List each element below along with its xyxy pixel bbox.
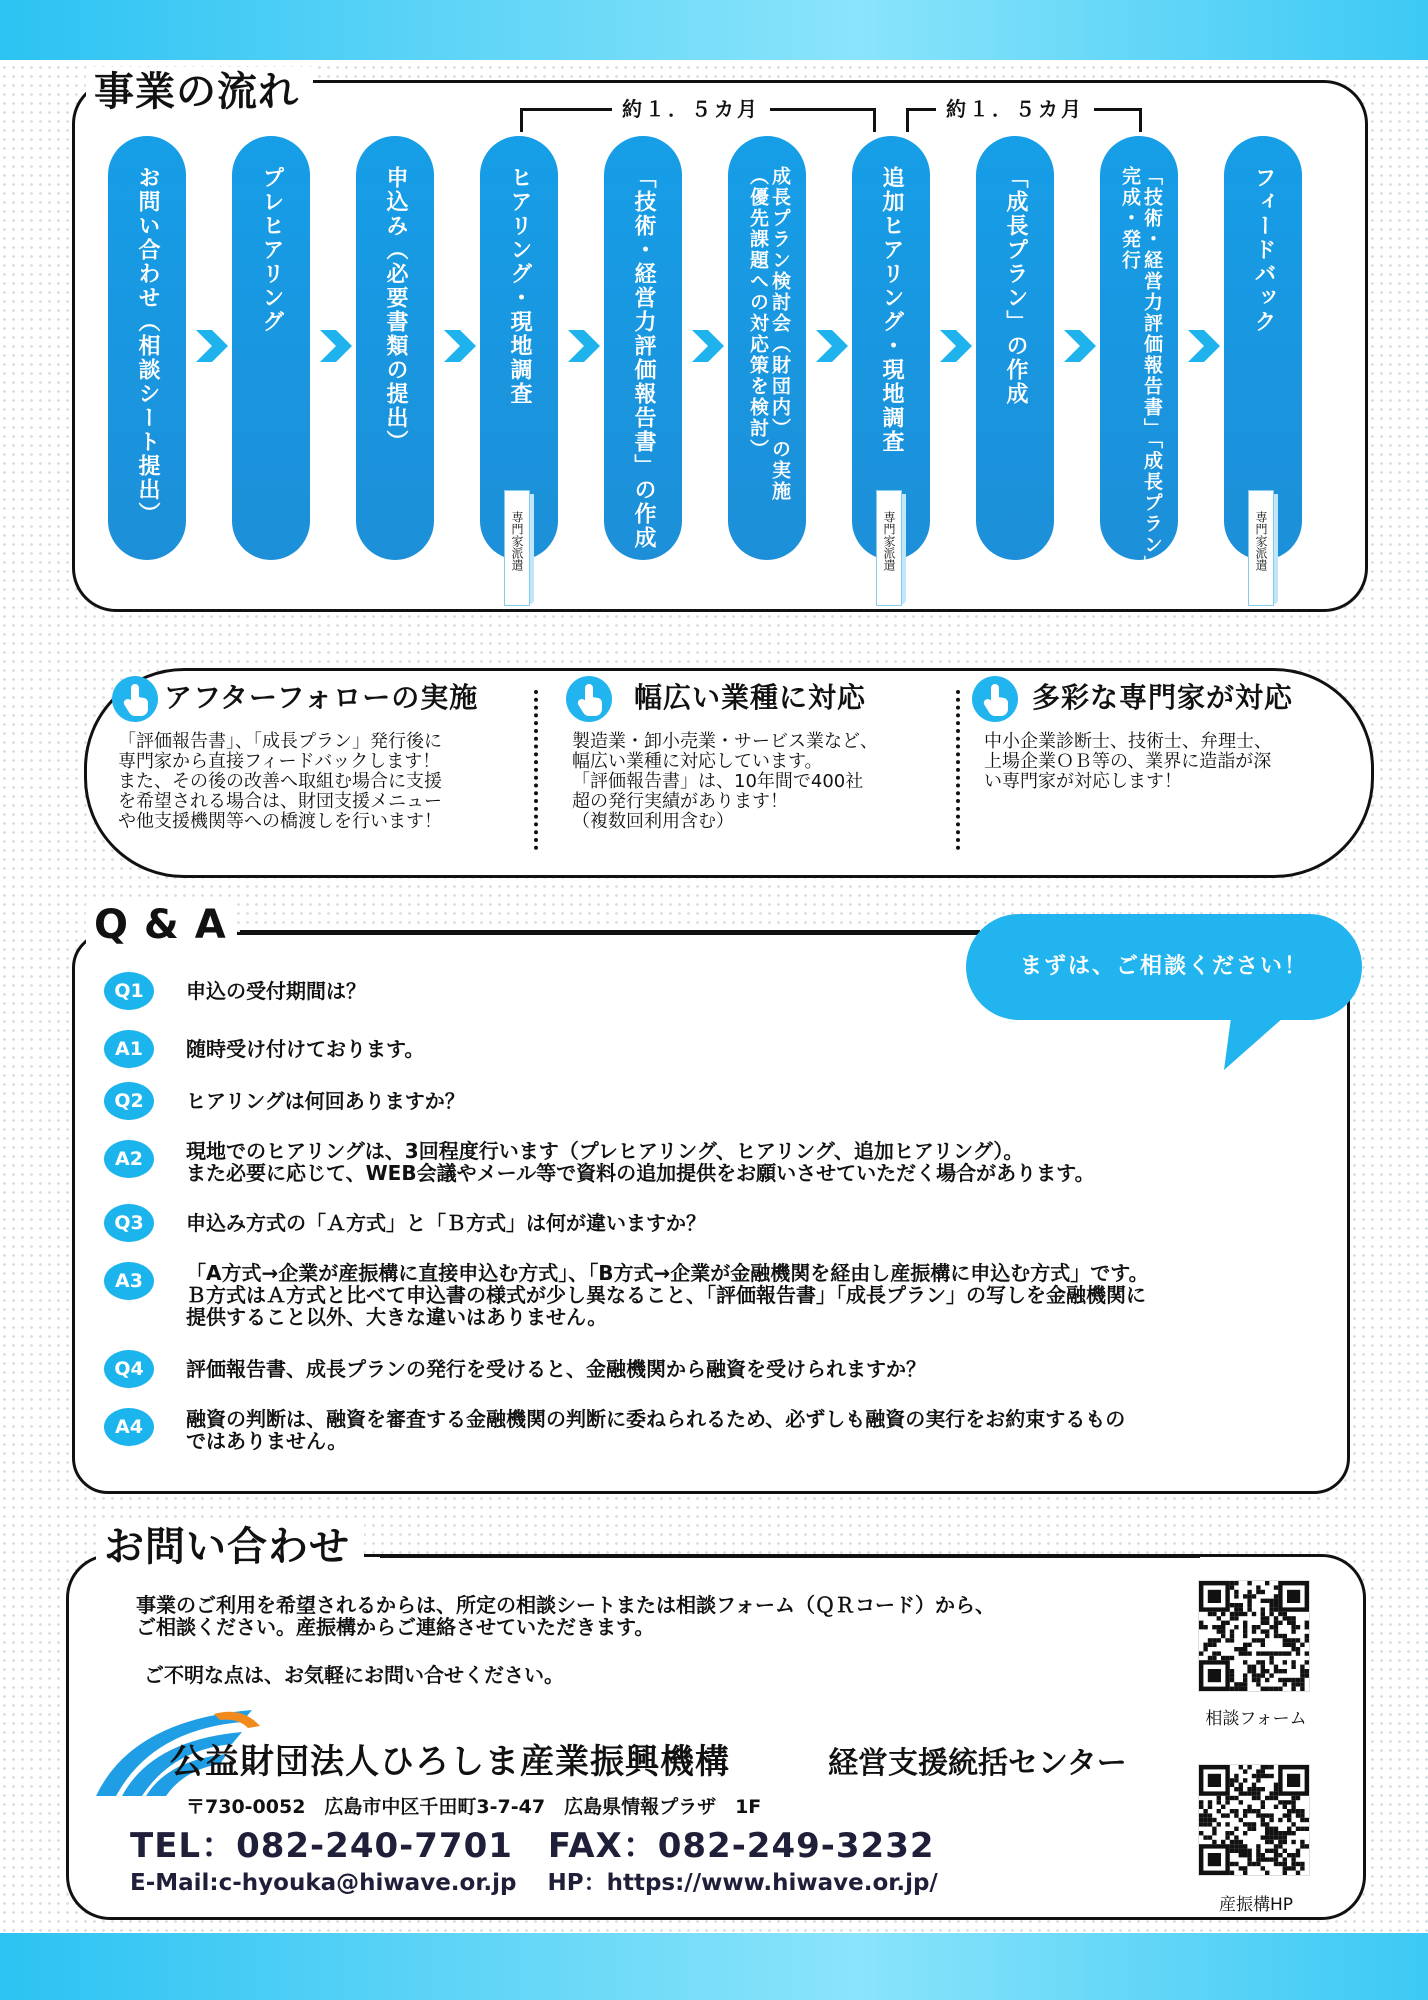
qa-line: 現地でのヒアリングは、3回程度行います（プレヒアリング、ヒアリング、追加ヒアリング）。	[186, 1139, 1024, 1163]
qa-badge-q3: Q3	[104, 1204, 154, 1242]
qa-badge-a3: A3	[104, 1262, 154, 1300]
qa-answer	[186, 1408, 1125, 1452]
feature-line: 専門家から直接フィードバックします！	[118, 751, 441, 772]
feature-divider	[534, 690, 538, 850]
flow-step	[604, 136, 682, 560]
organization-department: 経営支援統括センター	[828, 1746, 1127, 1781]
bottom-band	[0, 1933, 1428, 2000]
qa-line: ヒアリングは何回ありますか？	[186, 1089, 465, 1113]
qa-badge-a1: A1	[104, 1030, 154, 1068]
qa-badge-a4: A4	[104, 1408, 154, 1446]
feature-line: 中小企業診断士、技術士、弁理士、	[984, 731, 1272, 752]
qa-line: ではありません。	[186, 1429, 348, 1453]
contact-note: ご不明な点は、お気軽にお問い合せください。	[144, 1663, 564, 1687]
contact-intro	[136, 1594, 995, 1638]
qa-line: 提供すること以外、大きな違いはありません。	[186, 1305, 608, 1329]
feature-line: 幅広い業種に対応しています。	[572, 751, 823, 772]
contact-title: お問い合わせ	[96, 1522, 364, 1572]
qa-title-line	[240, 930, 980, 933]
flow-step-label: 「技術・経営力評価報告書」「成長プラン」の 完成・発行	[1119, 166, 1163, 598]
flow-step	[976, 136, 1054, 560]
duration-label-2: 約１．５カ月	[936, 96, 1094, 122]
duration-label-1: 約１．５カ月	[612, 96, 770, 122]
top-band	[0, 0, 1428, 60]
feature-body-wide-industries	[572, 732, 878, 832]
flow-step-label: 「技術・経営力評価報告書」の作成	[631, 166, 656, 550]
organization-name: 公益財団法人ひろしま産業振興機構	[170, 1742, 730, 1782]
feature-title-experts: 多彩な専門家が対応	[1032, 681, 1294, 714]
contact-email-hp[interactable]: E-Mail:c-hyouka@hiwave.or.jp HP：https://www.hiwave.or.jp/	[130, 1870, 938, 1896]
qa-question	[186, 1090, 465, 1112]
flow-step-label: プレヒアリング	[259, 166, 284, 334]
feature-body-after-follow	[118, 732, 442, 832]
qr-code-consultation-form[interactable]	[1198, 1580, 1310, 1692]
qa-title: Q & A	[86, 900, 237, 950]
speech-bubble	[962, 910, 1366, 1070]
qa-badge-q4: Q4	[104, 1350, 154, 1388]
qr-label-consultation-form: 相談フォーム	[1205, 1709, 1307, 1729]
flow-step-label: ヒアリング・現地調査	[507, 166, 532, 406]
organization-address: 〒730-0052 広島市中区千田町3-7-47 広島県情報プラザ 1F	[186, 1796, 762, 1818]
pointing-hand-icon	[972, 676, 1018, 722]
feature-line: 上場企業ＯＢ等の、業界に造詣が深	[984, 751, 1272, 772]
flow-step	[728, 136, 806, 560]
feature-title-wide-industries: 幅広い業種に対応	[634, 681, 867, 714]
flow-step-label: 「成長プラン」の作成	[1003, 166, 1028, 406]
qa-line: Ｂ方式はＡ方式と比べて申込書の様式が少し異なること、「評価報告書」「成長プラン」の写しを金融機関に	[186, 1283, 1146, 1307]
qa-line: 評価報告書、成長プランの発行を受けると、金融機関から融資を受けられますか？	[186, 1357, 926, 1381]
flow-step	[1100, 136, 1178, 598]
feature-line: 製造業・卸小売業・サービス業など、	[572, 731, 878, 752]
qa-line: 申込み方式の「Ａ方式」と「Ｂ方式」は何が違いますか？	[186, 1211, 706, 1235]
speech-bubble-text: まずは、ご相談ください！	[1019, 954, 1308, 979]
feature-line: い専門家が対応します！	[984, 771, 1182, 792]
feature-line: 「評価報告書」、「成長プラン」発行後に	[118, 731, 442, 752]
feature-line: 「評価報告書」は、10年間で400社	[572, 771, 864, 792]
qa-question	[186, 1212, 706, 1234]
qa-line: 申込の受付期間は？	[186, 979, 366, 1003]
flow-step-label: お問い合わせ（相談シート提出）	[135, 166, 160, 526]
expert-dispatch-tag: 専門家派遣	[1248, 490, 1274, 606]
flow-step-label: 追加ヒアリング・現地調査	[879, 166, 904, 454]
qa-answer	[186, 1038, 424, 1060]
qa-answer	[186, 1262, 1149, 1328]
pointing-hand-icon	[566, 676, 612, 722]
qa-badge-q1: Q1	[104, 972, 154, 1010]
flow-step-label: 成長プラン検討会（財団内）の実施 （優先課題への対応策を検討）	[747, 166, 791, 502]
qa-badge-q2: Q2	[104, 1082, 154, 1120]
contact-intro-line: ご相談ください。産振構からご連絡させていただきます。	[136, 1615, 655, 1639]
feature-line: や他支援機関等への橋渡しを行います！	[118, 811, 442, 832]
feature-line: （複数回利用含む）	[572, 811, 734, 832]
qa-line: 融資の判断は、融資を審査する金融機関の判断に委ねられるため、必ずしも融資の実行をお約束するもの	[186, 1407, 1126, 1431]
qa-answer	[186, 1140, 1095, 1184]
contact-title-line	[380, 1555, 1200, 1558]
pointing-hand-icon	[112, 676, 158, 722]
feature-line: 超の発行実績があります！	[572, 791, 788, 812]
feature-line: また、その後の改善へ取組む場合に支援	[118, 771, 442, 792]
flow-step-label: 申込み（必要書類の提出）	[383, 166, 408, 454]
flow-step	[232, 136, 310, 560]
qa-line: 随時受け付けております。	[186, 1037, 425, 1061]
qr-label-homepage: 産振構HP	[1218, 1895, 1294, 1915]
contact-intro-line: 事業のご利用を希望されるからは、所定の相談シートまたは相談フォーム（ＱＲコード）から、	[136, 1593, 995, 1617]
expert-dispatch-tag: 専門家派遣	[504, 490, 530, 606]
flow-step-label: フィードバック	[1251, 166, 1276, 334]
expert-dispatch-tag: 専門家派遣	[876, 490, 902, 606]
qa-line: 「A方式→企業が産振構に直接申込む方式」、「B方式→企業が金融機関を経由し産振構に申込む方式」です。	[186, 1261, 1149, 1285]
flow-step	[356, 136, 434, 560]
feature-divider	[956, 690, 960, 850]
feature-body-experts	[984, 732, 1272, 792]
qa-question	[186, 1358, 926, 1380]
flow-step	[108, 136, 186, 560]
qa-line: また必要に応じて、WEB会議やメール等で資料の追加提供をお願いさせていただく場合があります。	[186, 1161, 1095, 1185]
feature-title-after-follow: アフターフォローの実施	[164, 681, 479, 714]
qa-question	[186, 980, 366, 1002]
qr-code-homepage[interactable]	[1198, 1764, 1310, 1876]
qa-badge-a2: A2	[104, 1140, 154, 1178]
contact-phone-fax: TEL：082-240-7701 FAX：082-249-3232	[130, 1826, 935, 1866]
feature-line: を希望される場合は、財団支援メニュー	[118, 791, 442, 812]
flow-title: 事業の流れ	[86, 67, 313, 117]
